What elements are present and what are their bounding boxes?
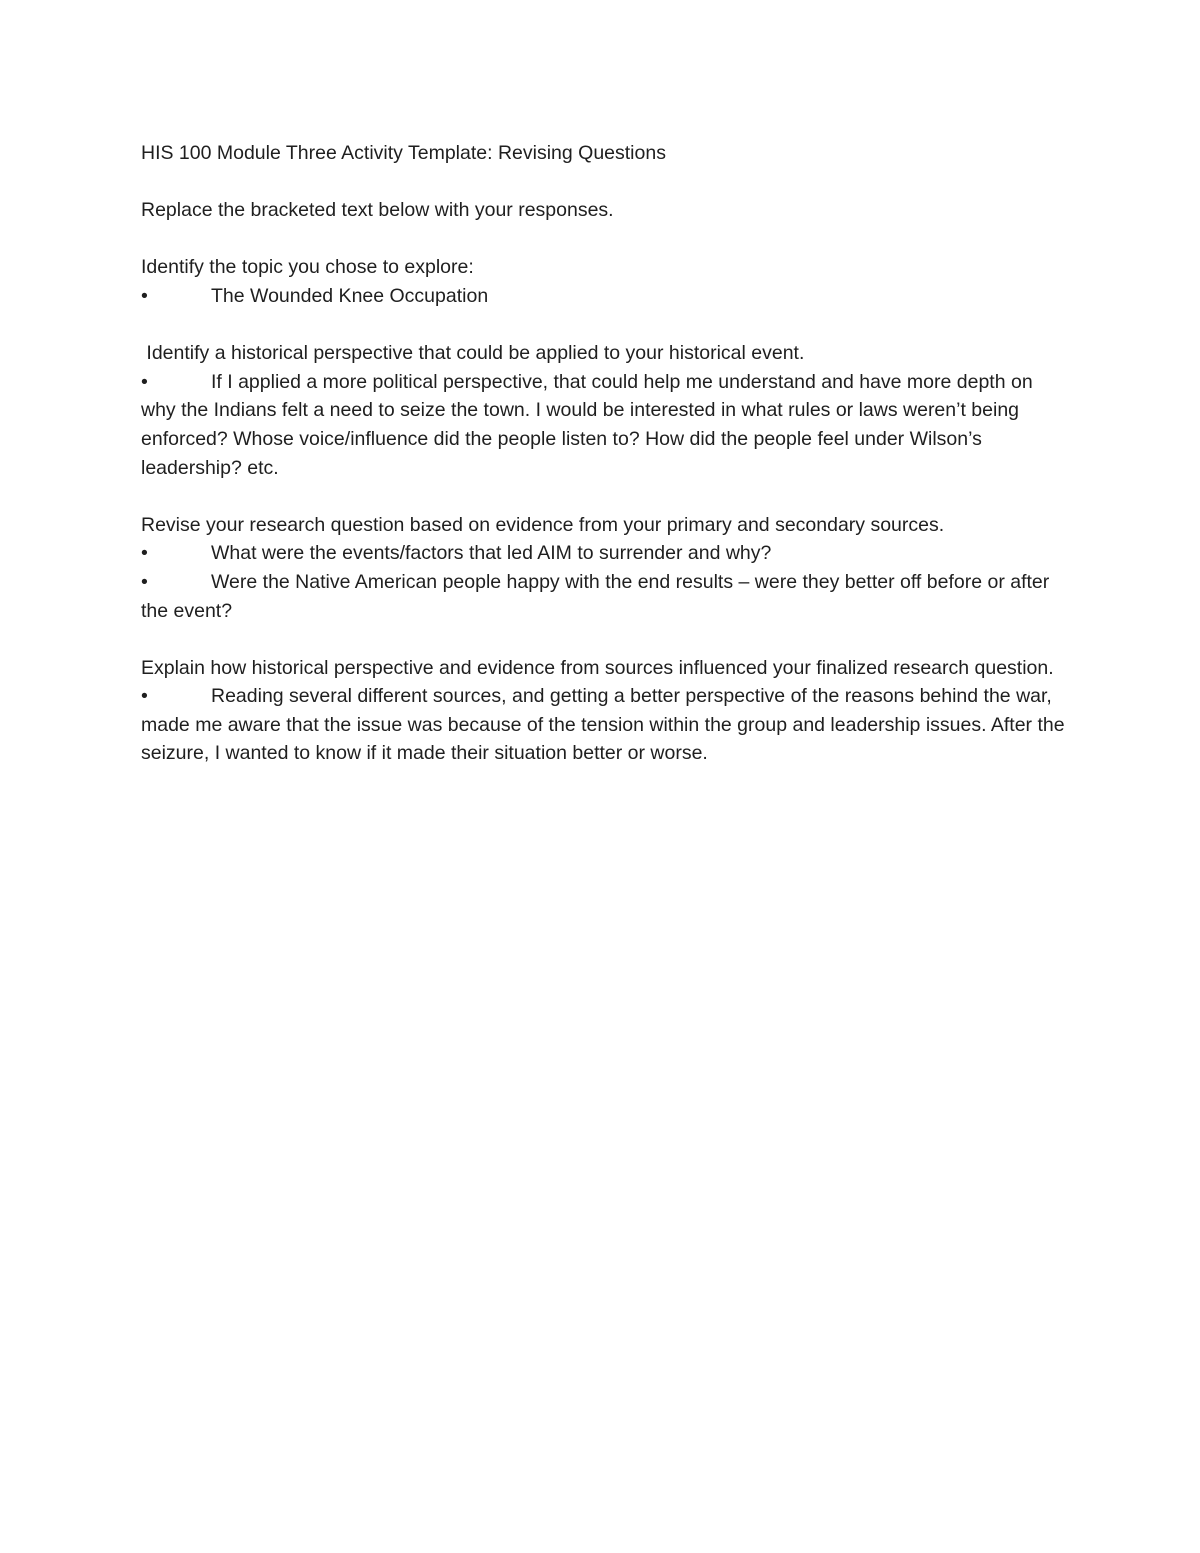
bullet-item (141, 568, 1071, 625)
bullet-item (141, 368, 1071, 482)
document-page (141, 139, 1071, 768)
spacer (141, 168, 1071, 197)
bullet-item (141, 282, 1071, 311)
bullet-icon: • (141, 570, 148, 593)
instructions-text: Replace the bracketed text below with your responses. (141, 199, 614, 222)
document-title: HIS 100 Module Three Activity Template: Revising Questions (141, 142, 666, 164)
bullet-text: What were the events/factors that led AIM to surrender and why? (211, 542, 772, 565)
section-prompt: Explain how historical perspective and evidence from sources influenced your finalized research question. (141, 656, 1054, 679)
bullet-text: If I applied a more political perspective, that could help me understand and have more depth on why the Indians felt a need to seize the town. I would be interested in what rules or laws weren’t being enforced? Whose voice/influence did the people listen to? How did the people feel under Wilson’s leadership? etc. (141, 370, 1033, 479)
bullet-text: Were the Native American people happy with the end results – were they better off before or after the event? (141, 570, 1050, 622)
bullet-item (141, 539, 1071, 568)
section-prompt: Revise your research question based on evidence from your primary and secondary sources. (141, 513, 945, 536)
spacer (141, 625, 1071, 654)
section-prompt-text: Identify a historical perspective that could be applied to your historical event. (141, 342, 805, 365)
bullet-icon: • (141, 542, 148, 565)
bullet-icon: • (141, 370, 148, 393)
bullet-text: Reading several different sources, and getting a better perspective of the reasons behind the war, made me aware that the issue was because of the tension within the group and leadership issues. After the seizure, I wanted to know if it made their situation better or worse. (141, 685, 1065, 765)
spacer (141, 482, 1071, 511)
bullet-text: The Wounded Knee Occupation (211, 284, 489, 307)
spacer (141, 225, 1071, 254)
bullet-item (141, 682, 1071, 768)
bullet-icon: • (141, 284, 148, 307)
section-prompt: Identify the topic you chose to explore: (141, 256, 474, 279)
bullet-icon: • (141, 685, 148, 708)
section-prompt (141, 339, 1071, 368)
spacer (141, 311, 1071, 340)
